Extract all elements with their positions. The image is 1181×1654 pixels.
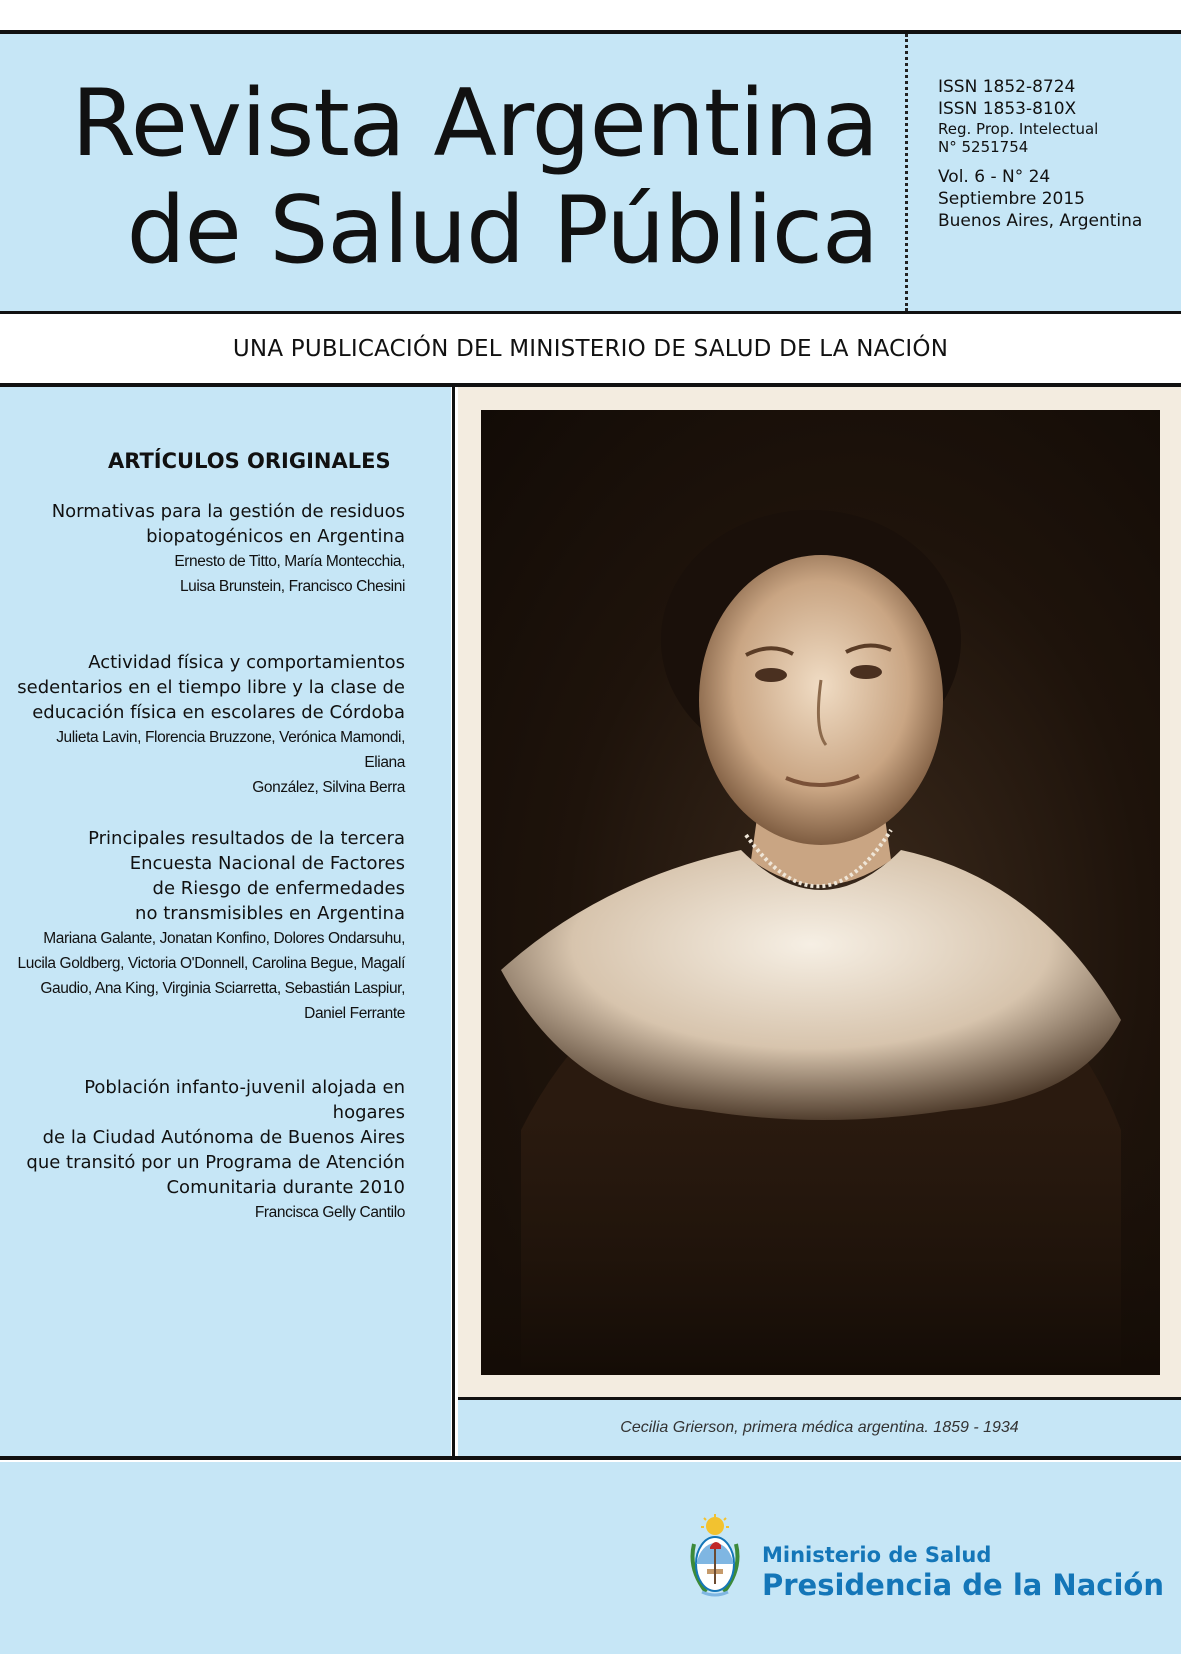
dotted-divider (905, 34, 908, 311)
issn-online: ISSN 1853-810X (938, 99, 1077, 119)
caption-bar (458, 1400, 1181, 1456)
issue-date: Septiembre 2015 (938, 189, 1085, 209)
article-authors-line: Luisa Brunstein, Francisco Chesini (179, 578, 405, 595)
footer (0, 1462, 1181, 1654)
article-3[interactable] (14, 826, 405, 1026)
article-authors-line: Daniel Ferrante (304, 1005, 405, 1022)
article-2[interactable] (14, 650, 405, 800)
issue-info (938, 76, 1173, 232)
national-coat-of-arms-icon (688, 1514, 742, 1598)
registry-number: N° 5251754 (938, 138, 1029, 156)
article-title-line: Comunitaria durante 2010 (166, 1177, 405, 1198)
publisher-line: UNA PUBLICACIÓN DEL MINISTERIO DE SALUD DE LA NACIÓN (232, 335, 949, 362)
masthead (0, 34, 1181, 311)
issn-print: ISSN 1852-8724 (938, 77, 1076, 97)
journal-title-line-2: de Salud Pública (126, 176, 878, 284)
article-title-line: no transmisibles en Argentina (135, 903, 405, 924)
article-authors-line: Gaudio, Ana King, Virginia Sciarretta, Sebastián Laspiur, (40, 980, 405, 997)
articles-column (0, 387, 451, 1456)
presidency-name: Presidencia de la Nación (762, 1568, 1164, 1602)
article-authors-line: Mariana Galante, Jonatan Konfino, Dolores Ondarsuhu, (43, 930, 405, 947)
footer-top-rule (0, 1456, 1181, 1460)
volume-number: Vol. 6 - N° 24 (938, 167, 1051, 187)
article-authors-line: González, Silvina Berra (252, 779, 405, 796)
article-authors-line: Ernesto de Titto, María Montecchia, (174, 553, 405, 570)
article-authors-line: Lucila Goldberg, Victoria O'Donnell, Carolina Begue, Magalí (17, 955, 405, 972)
registry-label: Reg. Prop. Intelectual (938, 120, 1099, 138)
article-title-line: Actividad física y comportamientos (88, 652, 405, 673)
article-authors-line: Francisca Gelly Cantilo (254, 1204, 405, 1221)
article-title-line: de la Ciudad Autónoma de Buenos Aires (42, 1127, 405, 1148)
ministry-brand (762, 1542, 1164, 1602)
article-title-line: sedentarios en el tiempo libre y la clase de (17, 677, 405, 698)
article-title-line: que transitó por un Programa de Atención (26, 1152, 405, 1173)
article-authors-line: Julieta Lavin, Florencia Bruzzone, Verónica Mamondi, Eliana (56, 729, 405, 771)
article-title-line: Normativas para la gestión de residuos (51, 501, 405, 522)
ministry-name: Ministerio de Salud (762, 1543, 992, 1567)
photo-caption: Cecilia Grierson, primera médica argentina. 1859 - 1934 (620, 1419, 1019, 1436)
photo-frame (458, 387, 1181, 1397)
journal-title (0, 70, 878, 284)
portrait-illustration (481, 410, 1160, 1375)
issue-city: Buenos Aires, Argentina (938, 211, 1143, 231)
portrait-photo (481, 410, 1160, 1375)
article-4[interactable] (14, 1075, 405, 1225)
article-title-line: biopatogénicos en Argentina (146, 526, 405, 547)
section-title: ARTÍCULOS ORIGINALES (108, 449, 391, 473)
article-title-line: de Riesgo de enfermedades (152, 878, 405, 899)
article-title-line: educación física en escolares de Córdoba (32, 702, 405, 723)
article-title-line: Principales resultados de la tercera (88, 828, 405, 849)
article-title-line: Población infanto-juvenil alojada en hogares (84, 1077, 405, 1123)
column-divider (452, 387, 455, 1456)
article-1[interactable] (14, 499, 405, 599)
journal-title-line-1: Revista Argentina (71, 69, 878, 177)
article-title-line: Encuesta Nacional de Factores (129, 853, 405, 874)
